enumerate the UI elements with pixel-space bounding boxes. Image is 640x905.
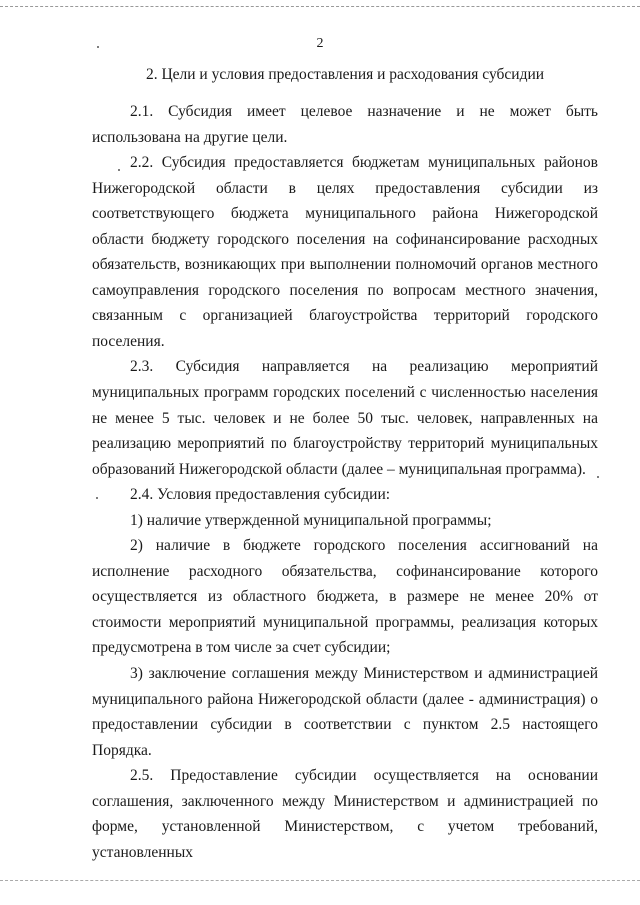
paragraph-2-1: 2.1. Субсидия имеет целевое назначение и не может быть использована на другие цели. — [92, 103, 598, 146]
section-title: 2. Цели и условия предоставления и расходования субсидии — [145, 66, 545, 83]
scan-speck — [97, 46, 99, 48]
scan-edge-bottom — [0, 880, 640, 882]
page-number: 2 — [316, 36, 324, 51]
document-body — [92, 99, 598, 865]
paragraph-2-2: 2.2. Субсидия предоставляется бюджетам муниципальных районов Нижегородской области в целях предоставления субсидии из соответствующего бюджета муниципального района Нижегородской области бюджету городского поселения на софинансирование расходных обязательств, возникающих при выполнении полномочий органов местного самоуправления городского поселения по вопросам местного значения, связанным с организацией благоустройства территорий городского поселения. — [92, 154, 598, 350]
condition-1: 1) наличие утвержденной муниципальной программы; — [130, 511, 492, 529]
scan-edge-top — [0, 6, 640, 8]
scan-speck — [118, 169, 120, 171]
condition-2: 2) наличие в бюджете городского поселения ассигнований на исполнение расходного обязательства, софинансирование которого осуществляется из областного бюджета, в размере не менее 20% от стоимости мероприятий муниципальной программы, реализация которых предусмотрена в том числе за счет субсидии; — [92, 537, 598, 657]
paragraph-2-3: 2.3. Субсидия направляется на реализацию мероприятий муниципальных программ городских поселений с численностью населения не менее 5 тыс. человек и не более 50 тыс. человек, направленных на реализацию мероприятий по благоустройству территорий муниципальных образований Нижегородской области (далее – муниципальная программа). — [92, 358, 598, 478]
paragraph-2-5: 2.5. Предоставление субсидии осуществляется на основании соглашения, заключенного между Министерством и администрацией по форме, установленной Министерством, с учетом требований, установленных — [92, 767, 598, 861]
scan-speck — [96, 497, 98, 499]
condition-3: 3) заключение соглашения между Министерством и администрацией муниципального района Нижегородской области (далее - администрация) о предоставлении субсидии в соответствии с пунктом 2.5 настоящего Порядка. — [92, 665, 598, 759]
scan-speck — [597, 476, 599, 478]
paragraph-2-4: 2.4. Условия предоставления субсидии: — [130, 486, 391, 504]
